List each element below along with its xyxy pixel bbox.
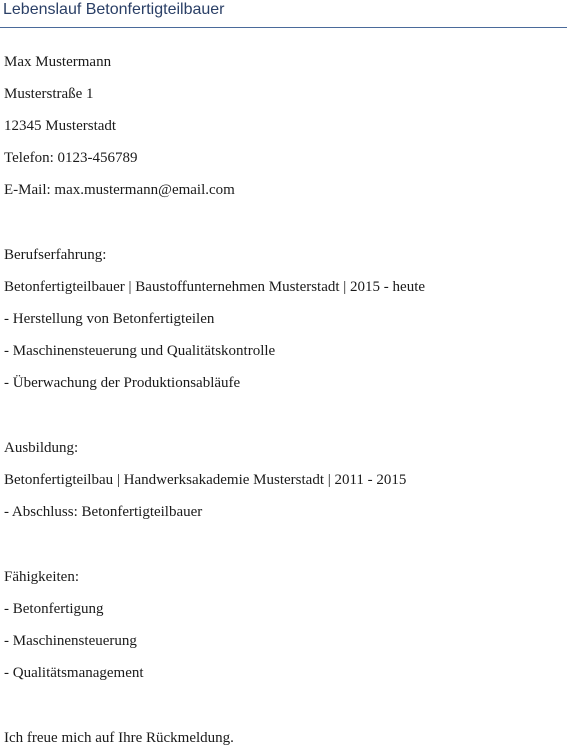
contact-phone: Telefon: 0123-456789 [4,150,138,166]
skills-item: - Maschinensteuerung [4,633,137,649]
education-entry: Betonfertigteilbau | Handwerksakademie Musterstadt | 2011 - 2015 [4,472,407,488]
contact-city: 12345 Musterstadt [4,118,117,134]
skills-item: - Qualitätsmanagement [4,665,144,681]
education-item: - Abschluss: Betonfertigteilbauer [4,504,203,520]
skills-heading: Fähigkeiten: [4,569,79,585]
closing-line: Ich freue mich auf Ihre Rückmeldung. [4,730,234,746]
contact-name: Max Mustermann [4,54,112,70]
experience-item: - Überwachung der Produktionsabläufe [4,375,241,391]
document-title: Lebenslauf Betonfertigteilbauer [3,1,225,18]
document-header [0,0,567,28]
experience-heading: Berufserfahrung: [4,247,107,263]
experience-job: Betonfertigteilbauer | Baustoffunternehmen Musterstadt | 2015 - heute [4,279,426,295]
experience-item: - Maschinensteuerung und Qualitätskontrolle [4,343,276,359]
contact-email: E-Mail: max.mustermann@email.com [4,182,235,198]
skills-item: - Betonfertigung [4,601,104,617]
experience-item: - Herstellung von Betonfertigteilen [4,311,215,327]
contact-street: Musterstraße 1 [4,86,94,102]
education-heading: Ausbildung: [4,440,79,456]
